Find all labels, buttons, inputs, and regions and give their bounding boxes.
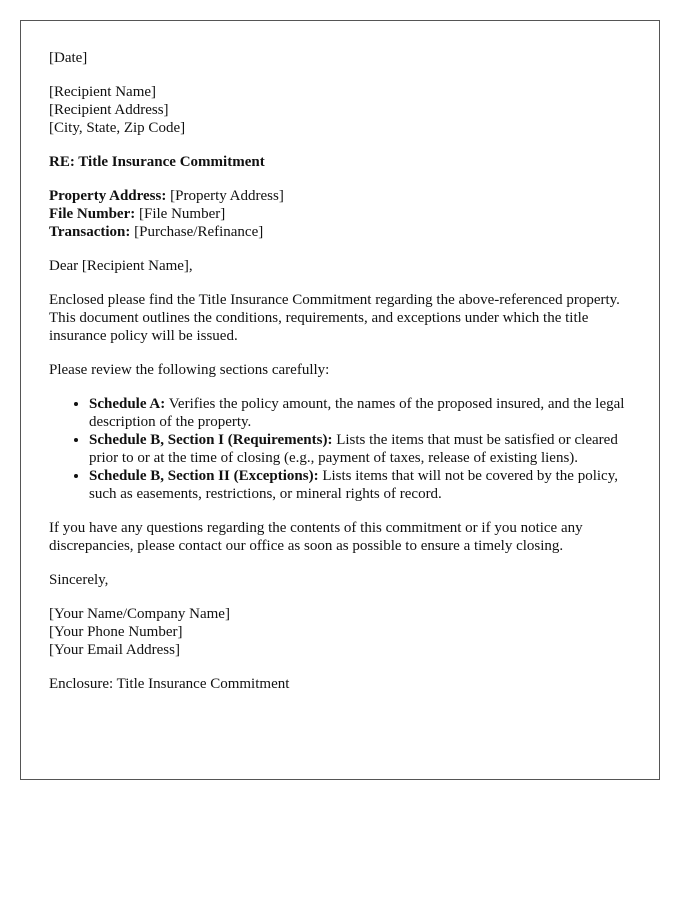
- date-line: [49, 49, 631, 67]
- recipient-address: [Recipient Address]: [49, 102, 169, 118]
- details-block: [49, 187, 631, 241]
- date: [Date]: [49, 50, 88, 66]
- property-address-value: [Property Address]: [170, 188, 284, 204]
- list-item: [89, 431, 631, 467]
- questions-paragraph: If you have any questions regarding the contents of this commitment or if you notice any discrepancies, please contact our office as soon as possible to ensure a timely closing.: [49, 520, 583, 554]
- intro-paragraph: Enclosed please find the Title Insurance Commitment regarding the above-referenced property. This document outlines the conditions, requirements, and exceptions under which the title insurance policy will be issued.: [49, 292, 620, 344]
- signature-email: [Your Email Address]: [49, 642, 180, 658]
- sections-list: [49, 395, 631, 503]
- transaction-value: [Purchase/Refinance]: [134, 224, 264, 240]
- section-text: Verifies the policy amount, the names of the proposed insured, and the legal description of the property.: [89, 396, 625, 430]
- salutation: Dear [Recipient Name],: [49, 258, 193, 274]
- property-address-row: [49, 187, 631, 205]
- file-number-value: [File Number]: [138, 206, 226, 222]
- section-text: Lists items that will not be covered by the policy, such as easements, restrictions, or mineral rights of record.: [89, 468, 618, 502]
- transaction-row: [49, 223, 631, 241]
- section-title: Schedule B, Section I (Requirements):: [89, 432, 333, 448]
- section-title: Schedule B, Section II (Exceptions):: [89, 468, 319, 484]
- recipient-city-state-zip: [City, State, Zip Code]: [49, 120, 186, 136]
- transaction-label: Transaction:: [49, 224, 131, 240]
- enclosure-line: Enclosure: Title Insurance Commitment: [49, 676, 290, 692]
- file-number-row: [49, 205, 631, 223]
- list-item: [89, 395, 631, 431]
- list-item: [89, 467, 631, 503]
- property-address-label: Property Address:: [49, 188, 167, 204]
- file-number-label: File Number:: [49, 206, 136, 222]
- closing: Sincerely,: [49, 572, 109, 588]
- signature-phone: [Your Phone Number]: [49, 624, 183, 640]
- recipient-block: [49, 83, 631, 137]
- signature-block: [49, 605, 631, 659]
- signature-name: [Your Name/Company Name]: [49, 606, 230, 622]
- subject-line: [49, 153, 631, 171]
- review-prompt: Please review the following sections carefully:: [49, 362, 330, 378]
- letter-page: [20, 20, 660, 780]
- section-text: Lists the items that must be satisfied or cleared prior to or at the time of closing (e.g., payment of taxes, release of existing liens).: [89, 432, 618, 466]
- section-title: Schedule A:: [89, 396, 166, 412]
- recipient-name: [Recipient Name]: [49, 84, 157, 100]
- subject: RE: Title Insurance Commitment: [49, 154, 265, 170]
